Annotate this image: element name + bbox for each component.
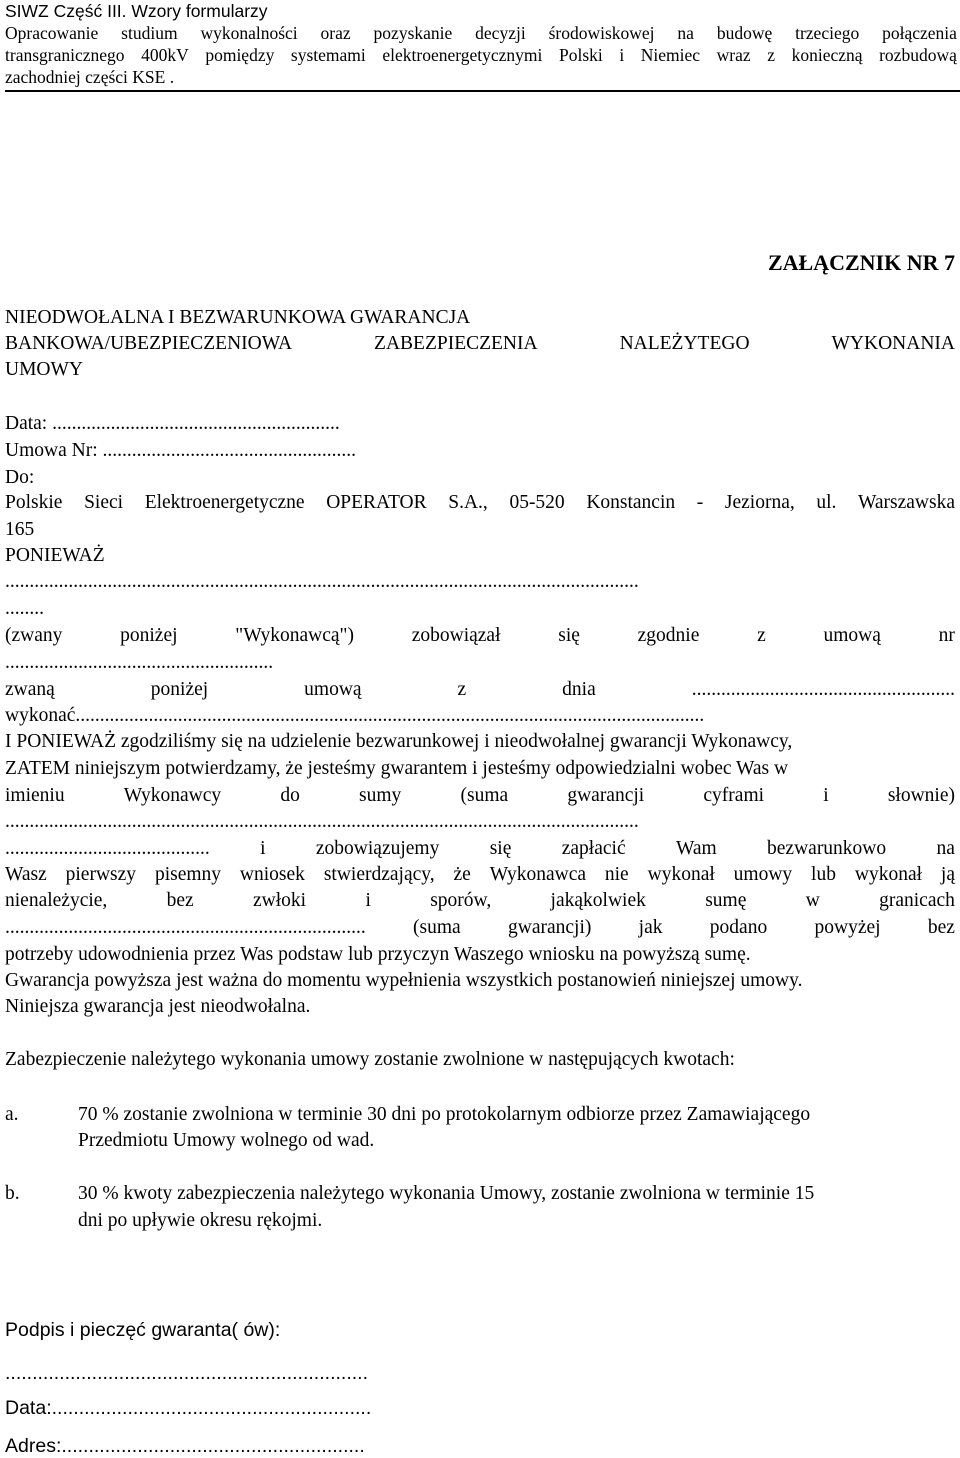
word: wykonalności (200, 23, 298, 43)
word: Wykonawca (489, 864, 586, 885)
word: poniżej (120, 625, 178, 646)
word: ZABEZPIECZENIA (374, 333, 538, 354)
word: i (260, 838, 266, 859)
signature-address-field: Adres:........................................................ (5, 1435, 365, 1457)
word: że (453, 864, 471, 885)
word: wniosek (239, 864, 305, 885)
word: Niemiec (640, 45, 701, 65)
header-project-line-3: zachodniej części KSE . (5, 67, 175, 87)
word: dnia (562, 679, 596, 700)
body-line-agreement: I PONIEWAŻ zgodziliśmy się na udzielenie bezwarunkowej i nieodwołalnej gwarancji Wykonawcy, (5, 731, 793, 752)
word: podano (709, 917, 768, 938)
body-line-improperly (5, 889, 955, 913)
date-field: Data: ........................................................... (5, 413, 340, 434)
word: S.A., (448, 492, 488, 513)
word: sumę (705, 890, 747, 911)
word: transgranicznego (5, 45, 125, 65)
word: Konstancin (586, 492, 676, 513)
word: środowiskowej (548, 23, 655, 43)
page-header (5, 0, 960, 92)
word: ul. (816, 492, 837, 513)
to-label: Do: (5, 467, 35, 488)
word: nr (938, 625, 955, 646)
word: .......................................... (5, 838, 210, 859)
word: (zwany (5, 625, 63, 646)
word: umową (823, 625, 881, 646)
word: się (489, 838, 512, 859)
header-project-line-1 (5, 22, 957, 44)
release-intro: Zabezpieczenie należytego wykonania umowy zostanie zwolnione w następujących kwotach: (5, 1049, 735, 1070)
word: - (696, 492, 704, 513)
word: WYKONANIA (831, 333, 955, 354)
signature-label: Podpis i pieczęć gwaranta( ów): (5, 1319, 281, 1341)
release-item-b-line-2: dni po upływie okresu rękojmi. (78, 1210, 323, 1231)
annex-title: ZAŁĄCZNIK NR 7 (767, 250, 955, 275)
word: z (457, 679, 467, 700)
word: ją (940, 864, 955, 885)
word: systemami (290, 45, 366, 65)
word: z (767, 45, 776, 65)
word: do (280, 785, 300, 806)
word: wykonał (647, 864, 715, 885)
whereas-heading: PONIEWAŻ (5, 545, 105, 566)
body-line-validity: Gwarancja powyższa jest ważna do momentu wypełnienia wszystkich postanowień niniejszej umowy. (5, 970, 803, 991)
word: zwaną (5, 679, 55, 700)
word: słownie) (887, 785, 955, 806)
signature-date-field: Data:........................................................... (5, 1397, 372, 1419)
word: trzeciego (795, 23, 860, 43)
word: Sieci (84, 492, 124, 513)
word: zgodnie (637, 625, 700, 646)
word: sumy (359, 785, 402, 806)
word: Jeziorna, (724, 492, 795, 513)
word: umową (304, 679, 362, 700)
recipient-address-line-1 (5, 491, 955, 515)
body-line-irrevocable: Niniejsza gwarancja jest nieodwołalna. (5, 996, 311, 1017)
word: powyżej (814, 917, 881, 938)
body-line-perform: wykonać................................................................................................................................. (5, 705, 705, 726)
word: pierwszy (65, 864, 137, 885)
word: bez (927, 917, 955, 938)
word: elektroenergetycznymi (382, 45, 543, 65)
word: nie (604, 864, 629, 885)
body-line-amount-blank: .................................................................................................................................. (5, 811, 639, 832)
word: Polskie (5, 492, 63, 513)
word: i (619, 45, 625, 65)
body-line-confirmation: ZATEM niniejszym potwierdzamy, że jesteśmy gwarantem i jesteśmy odpowiedzialni wobec Was w (5, 758, 789, 779)
word: cyframi (703, 785, 765, 806)
word: oraz (320, 23, 351, 43)
contract-number-field: Umowa Nr: .................................................... (5, 440, 356, 461)
word: bezwarunkowo (767, 838, 887, 859)
word: na (936, 838, 955, 859)
word: Warszawska (858, 492, 955, 513)
header-project-line-2 (5, 44, 957, 66)
release-item-marker-a: a. (5, 1104, 19, 1125)
release-item-marker-b: b. (5, 1183, 20, 1204)
word: (suma (460, 785, 509, 806)
word: gwarancji) (508, 917, 592, 938)
word: Wam (675, 838, 717, 859)
word: NALEŻYTEGO (619, 333, 750, 354)
word: pisemny (154, 864, 222, 885)
word: imieniu (5, 785, 65, 806)
release-item-b-line-1: 30 % kwoty zabezpieczenia należytego wykonania Umowy, zostanie zwolniona w terminie 15 (78, 1183, 815, 1204)
word: w (805, 890, 820, 911)
blank-line-1: .................................................................................................................................. (5, 571, 639, 592)
word: zobowiązał (411, 625, 501, 646)
word: zwłoki (253, 890, 307, 911)
word: 05-520 (509, 492, 565, 513)
body-line-contractor (5, 624, 955, 648)
word: Wasz (5, 864, 47, 885)
word: granicach (879, 890, 955, 911)
word: stwierdzający, (323, 864, 435, 885)
word: decyzji (475, 23, 526, 43)
word: wykonał (854, 864, 923, 885)
word: umowy (733, 864, 793, 885)
word: nienależycie, (5, 890, 108, 911)
word: budowę (716, 23, 773, 43)
word: wraz (716, 45, 751, 65)
word: pomiędzy (205, 45, 275, 65)
body-line-request (5, 863, 955, 887)
word: zobowiązujemy (315, 838, 440, 859)
doc-title-line-2 (5, 332, 955, 356)
word: na (677, 23, 694, 43)
header-section-title: SIWZ Część III. Wzory formularzy (5, 1, 268, 21)
doc-title-line-1: NIEODWOŁALNA I BEZWARUNKOWA GWARANCJA (5, 307, 471, 328)
word: lub (811, 864, 836, 885)
blank-line-2: ........ (5, 598, 44, 619)
doc-title-line-3: UMOWY (5, 359, 83, 380)
word: BANKOWA/UBEZPIECZENIOWA (5, 333, 293, 354)
word: i (365, 890, 371, 911)
body-line-undertake (5, 837, 955, 861)
word: OPERATOR (326, 492, 427, 513)
word: sporów, (430, 890, 492, 911)
body-line-amount (5, 784, 955, 808)
body-line-no-proof: potrzeby udowodnienia przez Was podstaw lub przyczyn Waszego wniosku na powyższą sumę. (5, 944, 751, 965)
recipient-address-line-2: 165 (5, 519, 35, 540)
word: (suma (413, 917, 461, 938)
word: poniżej (150, 679, 209, 700)
body-line-contract-no: ....................................................... (5, 652, 274, 673)
word: 400kV (141, 45, 189, 65)
release-item-a-line-2: Przedmiotu Umowy wolnego od wad. (78, 1130, 375, 1151)
word: Opracowanie (5, 23, 99, 43)
word: rozbudową (879, 45, 957, 65)
word: się (558, 625, 580, 646)
word: gwarancji (567, 785, 645, 806)
word: pozyskanie (373, 23, 453, 43)
word: studium (121, 23, 178, 43)
word: połączenia (882, 23, 957, 43)
word: jak (638, 917, 663, 938)
word: Elektroenergetyczne (144, 492, 305, 513)
word: ...................................................... (691, 679, 955, 700)
body-line-limit (5, 916, 955, 940)
word: jakąkolwiek (550, 890, 646, 911)
word: "Wykonawcą") (235, 625, 354, 646)
word: zapłacić (561, 838, 626, 859)
body-line-contract-date (5, 678, 955, 702)
word: Polski (558, 45, 603, 65)
signature-blank: ................................................................... (5, 1362, 368, 1384)
word: .......................................................................... (5, 917, 366, 938)
word: i (823, 785, 829, 806)
word: bez (166, 890, 194, 911)
word: z (757, 625, 766, 646)
release-item-a-line-1: 70 % zostanie zwolniona w terminie 30 dni po protokolarnym odbiorze przez Zamawiającego (78, 1104, 811, 1125)
word: Wykonawcy (123, 785, 222, 806)
word: konieczną (791, 45, 863, 65)
